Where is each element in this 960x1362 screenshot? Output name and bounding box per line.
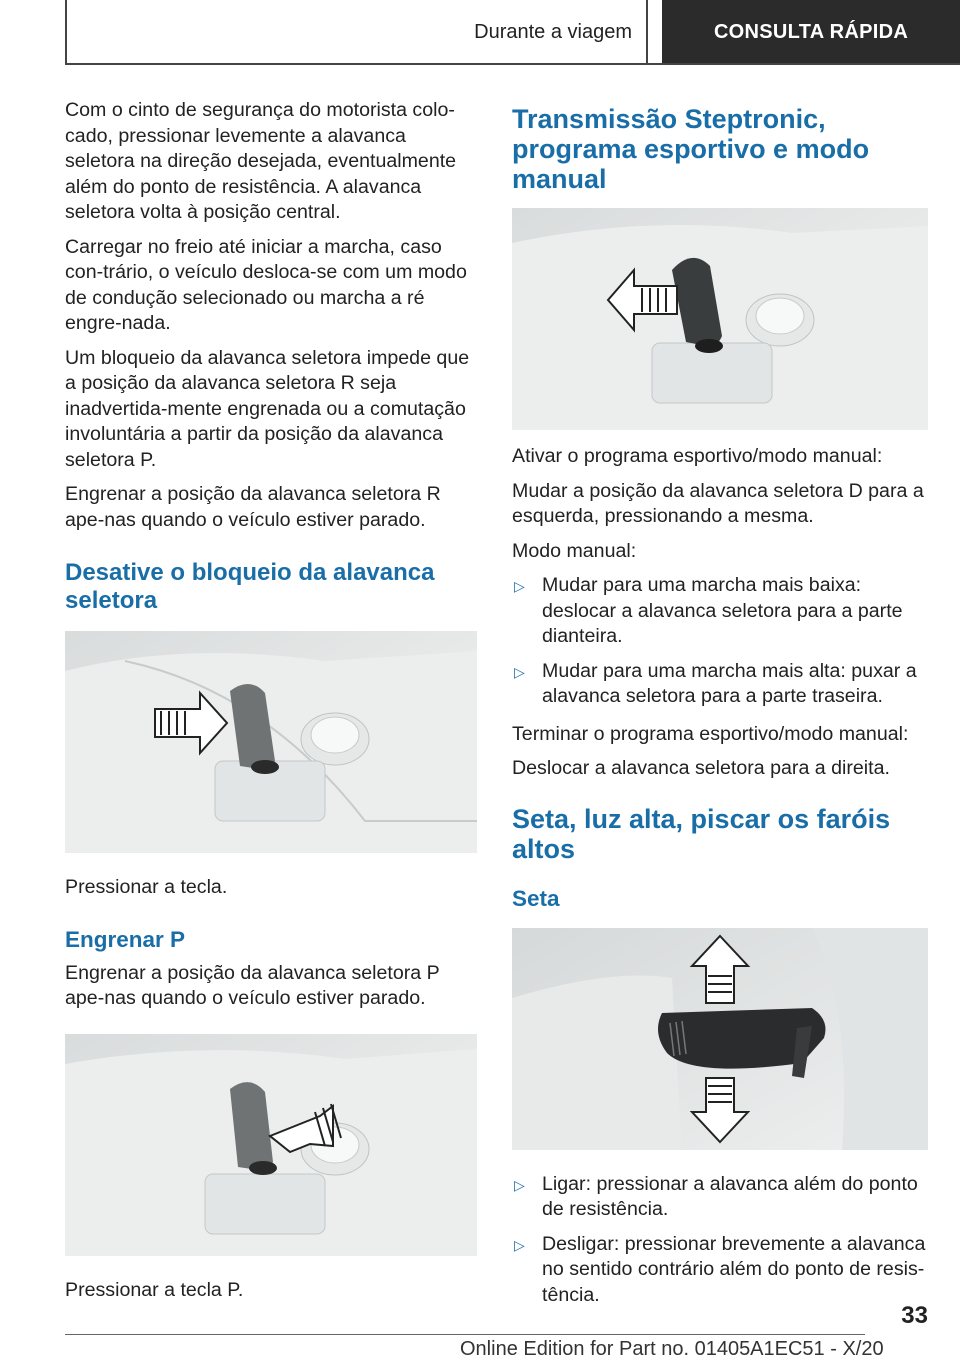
unlock-heading: Desative o bloqueio da alavanca seletora bbox=[65, 559, 435, 614]
turn-list bbox=[512, 1172, 928, 1309]
unlock-caption: Pressionar a tecla. bbox=[65, 876, 228, 898]
end-text: Terminar o programa esportivo/modo manual: bbox=[512, 722, 909, 745]
footer-divider bbox=[65, 1334, 865, 1335]
park-heading: Engrenar P bbox=[65, 926, 186, 952]
page-number: 33 bbox=[901, 1302, 928, 1329]
right-column bbox=[512, 98, 928, 1320]
turn-heading: Seta bbox=[512, 885, 560, 911]
activate-text: Ativar o programa esportivo/modo manual: bbox=[512, 445, 883, 467]
paragraph: Com o cinto de segurança do motorista colo-cado, pressionar levemente a alavanca seletora na direção desejada, eventualmente além do ponto de resistência. A alavanca seletora volta à posição central. bbox=[65, 99, 457, 223]
header-chapter-tab bbox=[662, 0, 960, 65]
paragraph: Um bloqueio da alavanca seletora impede que a posição da alavanca seletora R seja inadvertida-mente engrenada ou a comutação involuntária a partir da posição da alavanca seletora P. bbox=[65, 346, 470, 471]
footer-edition: Online Edition for Part no. 01405A1EC51 - X/20 bbox=[460, 1338, 884, 1360]
triangle-right-icon: ▷ bbox=[514, 578, 525, 594]
park-text: Engrenar a posição da alavanca seletora P ape-nas quando o veículo estiver parado. bbox=[65, 961, 440, 1009]
manual-list bbox=[512, 573, 928, 710]
paragraph: Carregar no freio até iniciar a marcha, caso con-trário, o veículo desloca-se com um modo de condução selecionado ou marcha a ré engre-nada. bbox=[65, 235, 467, 334]
manual-label: Modo manual: bbox=[512, 539, 637, 562]
park-button-figure bbox=[65, 1034, 477, 1256]
selector-lever-unlock-figure bbox=[65, 631, 477, 853]
steptronic-figure bbox=[512, 208, 928, 430]
header-section-label: Durante a viagem bbox=[474, 20, 632, 43]
header-section-tab bbox=[65, 0, 648, 64]
left-column bbox=[65, 98, 477, 1312]
triangle-right-icon: ▷ bbox=[514, 663, 525, 680]
steptronic-heading: Transmissão Steptronic, programa esportivo e modo manual bbox=[512, 104, 870, 194]
header-divider bbox=[65, 63, 960, 65]
lights-heading: Seta, luz alta, piscar os faróis altos bbox=[512, 803, 891, 864]
list-item: ▷ Mudar para uma marcha mais alta: puxar a alavanca seletora para a parte traseira. bbox=[512, 659, 928, 710]
triangle-right-icon: ▷ bbox=[514, 1176, 525, 1193]
paragraph: Engrenar a posição da alavanca seletora R ape-nas quando o veículo estiver parado. bbox=[65, 483, 441, 531]
list-item: ▷ Mudar para uma marcha mais baixa: deslocar a alavanca seletora para a parte dianteira. bbox=[512, 573, 928, 650]
activate-detail: Mudar a posição da alavanca seletora D para a esquerda, pressionando a mesma. bbox=[512, 479, 924, 527]
turn-signal-lever-figure bbox=[512, 928, 928, 1150]
list-item: ▷ Ligar: pressionar a alavanca além do ponto de resistência. bbox=[512, 1172, 928, 1223]
park-caption: Pressionar a tecla P. bbox=[65, 1278, 244, 1301]
end-detail: Deslocar a alavanca seletora para a direita. bbox=[512, 757, 890, 779]
triangle-right-icon: ▷ bbox=[514, 1236, 525, 1253]
header-chapter-label: CONSULTA RÁPIDA bbox=[713, 21, 909, 43]
list-item: ▷ Desligar: pressionar brevemente a alavanca no sentido contrário além do ponto de resis-tência. bbox=[512, 1232, 928, 1309]
